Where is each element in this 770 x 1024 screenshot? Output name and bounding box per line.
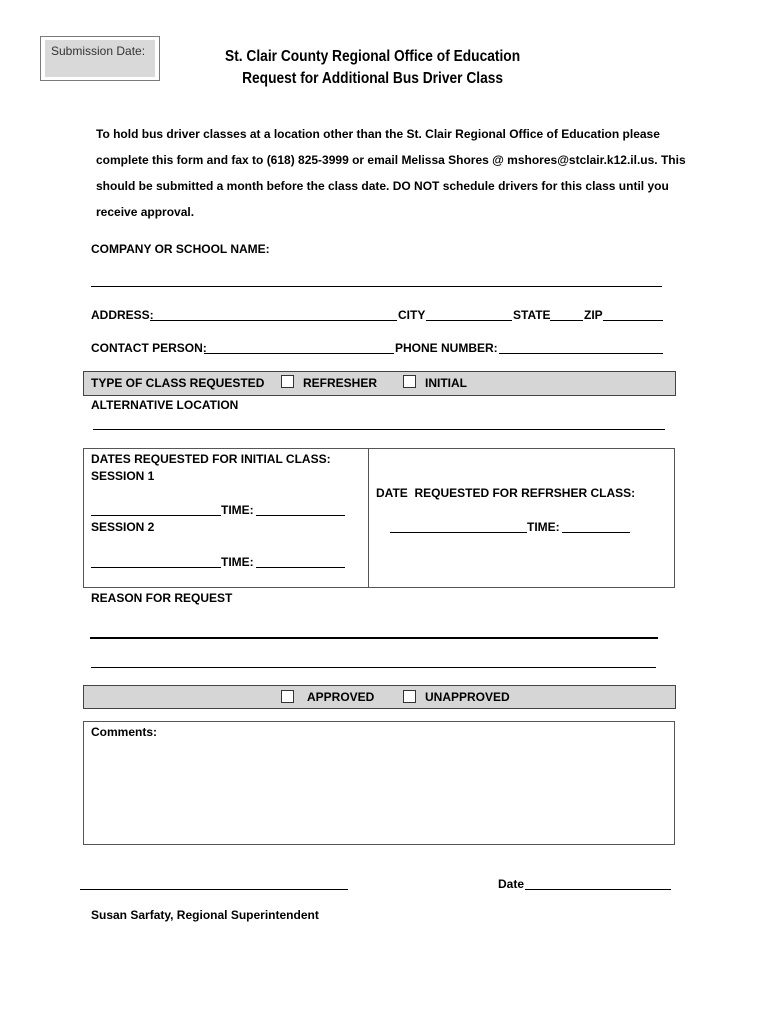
session-1-date-line[interactable] <box>91 515 221 516</box>
zip-label: ZIP <box>584 308 603 322</box>
state-label: STATE <box>513 308 551 322</box>
company-name-line[interactable] <box>91 286 662 287</box>
session-2-label: SESSION 2 <box>91 520 155 534</box>
refresher-time-line[interactable] <box>562 532 630 533</box>
session-1-time-label: TIME: <box>221 503 254 517</box>
alternative-location-line[interactable] <box>93 429 665 430</box>
signature-line[interactable] <box>80 889 348 890</box>
intro-line-3: should be submitted a month before the class date. DO NOT schedule drivers for this class until you <box>96 179 669 193</box>
approved-checkbox[interactable] <box>281 690 294 703</box>
state-line[interactable] <box>550 320 583 321</box>
initial-label: INITIAL <box>425 376 467 390</box>
refresher-date-line[interactable] <box>390 532 527 533</box>
approved-label: APPROVED <box>307 690 375 704</box>
form-title-line1: St. Clair County Regional Office of Education <box>225 48 521 65</box>
contact-person-label: CONTACT PERSON: <box>91 341 207 355</box>
company-label: COMPANY OR SCHOOL NAME: <box>91 242 270 256</box>
reason-line-1[interactable] <box>90 637 658 639</box>
refresher-label: REFRESHER <box>303 376 378 390</box>
submission-date-label: Submission Date: <box>51 44 146 58</box>
form-title-line2: Request for Additional Bus Driver Class <box>242 70 504 87</box>
approval-bar <box>83 685 676 709</box>
session-2-time-label: TIME: <box>221 555 254 569</box>
refresher-checkbox[interactable] <box>281 375 294 388</box>
signature-date-line[interactable] <box>525 889 671 890</box>
intro-line-2: complete this form and fax to (618) 825-3999 or email Melissa Shores @ mshores@stclair.k12.il.us. This <box>96 153 686 167</box>
comments-label: Comments: <box>91 725 158 739</box>
reason-label: REASON FOR REQUEST <box>91 591 233 605</box>
city-line[interactable] <box>426 320 512 321</box>
city-label: CITY <box>398 308 426 322</box>
address-label: ADDRESS: <box>91 308 154 322</box>
comments-box[interactable] <box>83 721 675 845</box>
session-2-date-line[interactable] <box>91 567 221 568</box>
unapproved-label: UNAPPROVED <box>425 690 510 704</box>
signer-name: Susan Sarfaty, Regional Superintendent <box>91 908 319 922</box>
initial-checkbox[interactable] <box>403 375 416 388</box>
reason-line-2[interactable] <box>91 667 656 668</box>
class-type-label: TYPE OF CLASS REQUESTED <box>91 376 265 390</box>
address-line[interactable] <box>150 320 397 321</box>
refresher-time-label: TIME: <box>527 520 560 534</box>
intro-line-4: receive approval. <box>96 205 195 219</box>
date-label: Date <box>498 877 525 891</box>
session-2-time-line[interactable] <box>256 567 345 568</box>
refresher-date-heading: DATE REQUESTED FOR REFRSHER CLASS: <box>376 486 636 500</box>
session-1-time-line[interactable] <box>256 515 345 516</box>
initial-dates-heading: DATES REQUESTED FOR INITIAL CLASS: <box>91 452 331 466</box>
phone-number-line[interactable] <box>499 353 663 354</box>
unapproved-checkbox[interactable] <box>403 690 416 703</box>
intro-line-1: To hold bus driver classes at a location other than the St. Clair Regional Office of Education please <box>96 127 660 141</box>
contact-person-line[interactable] <box>204 353 394 354</box>
zip-line[interactable] <box>603 320 663 321</box>
session-1-label: SESSION 1 <box>91 469 155 483</box>
alternative-location-label: ALTERNATIVE LOCATION <box>91 398 239 412</box>
phone-number-label: PHONE NUMBER: <box>395 341 498 355</box>
dates-divider <box>368 448 369 588</box>
